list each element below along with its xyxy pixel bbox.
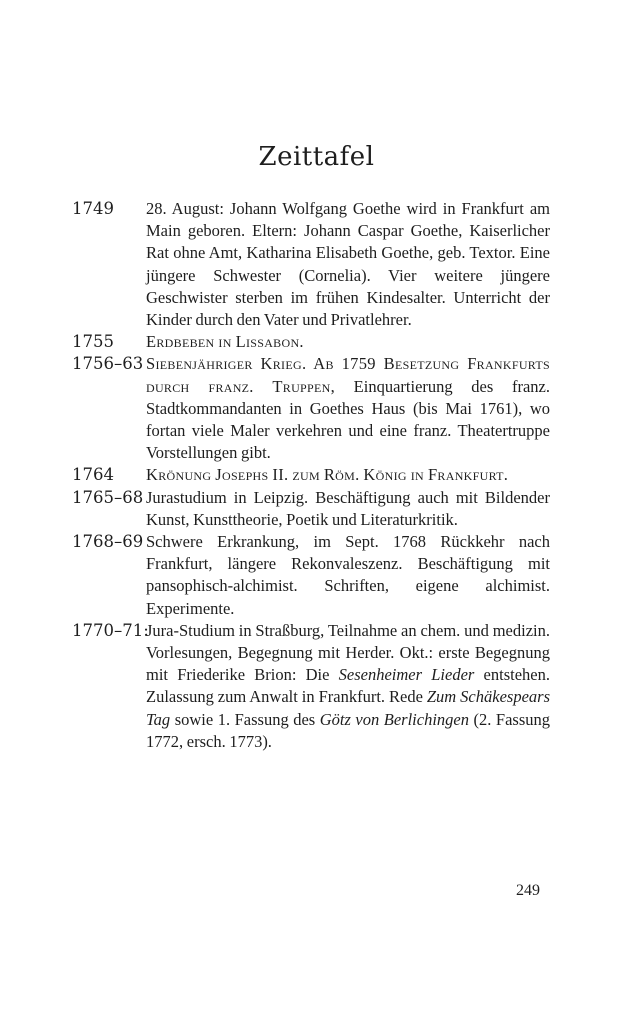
- page-number: 249: [516, 882, 540, 899]
- work-title: Götz von Berlichingen: [319, 709, 469, 729]
- entry-text-part: sowie 1. Fassung des: [170, 709, 320, 729]
- entry-year: 1756–63: [72, 354, 144, 374]
- entry-text: Jurastudium in Leipzig. Beschäftigung auch mit Bildender Kunst, Kunsttheorie, Poetik und Literaturkritik.: [146, 487, 550, 529]
- work-title: Zum Schäkespears Tag: [146, 687, 550, 729]
- entry-text: 28. August: Johann Wolfgang Goethe wird in Frankfurt am Main geboren. Eltern: Johann Caspar Goethe, Kaiserlicher Rat ohne Amt, Katharina Elisabeth Goethe, geb. Textor. Eine jüngere Schwester (Cornelia). Vier weitere jüngere Geschwister sterben im frühen Kindesalter. Unterricht der Kinder durch den Vater und Privatlehrer.: [146, 199, 550, 330]
- chronology-entry: [72, 198, 550, 331]
- entry-text: [146, 353, 550, 464]
- entry-text-smallcaps: Siebenjähriger Krieg. Ab 1759 Besetzung Frankfurts durch franz. Truppen,: [146, 354, 550, 396]
- entry-text-rest: Einquartierung des franz. Stadtkommandanten in Goethes Haus (bis Mai 1761), wo fortan viele Maler verkehren und eine franz. Theatertruppe Vorstellungen gibt.: [146, 376, 550, 463]
- chronology-entry: [72, 531, 550, 620]
- chronology-list: [72, 198, 550, 753]
- entry-text: Erdbeben in Lissabon.: [146, 332, 304, 352]
- entry-year: 1755: [72, 332, 114, 352]
- chronology-entry: [72, 331, 550, 353]
- entry-year: 1749: [72, 199, 114, 218]
- page-title: Zeittafel: [258, 142, 375, 172]
- entry-text-part: entstehen. Zulassung zum Anwalt in Frankfurt. Rede: [146, 665, 550, 707]
- chronology-entry: [72, 353, 550, 464]
- entry-year: 1764: [72, 465, 114, 485]
- chronology-entry: [72, 464, 550, 486]
- work-title: Sesenheimer Lieder: [338, 665, 475, 685]
- entry-year: 1768–69: [72, 532, 144, 552]
- chronology-entry: [72, 487, 550, 531]
- entry-text: Krönung Josephs II. zum Röm. König in Frankfurt.: [146, 465, 509, 485]
- entry-text-part: (2. Fassung 1772, ersch. 1773).: [146, 709, 551, 751]
- entry-year: 1770–71:: [72, 620, 149, 640]
- entry-text: Schwere Erkrankung, im Sept. 1768 Rückkehr nach Frankfurt, längere Rekonvaleszenz. Beschäftigung mit pansophisch-alchimist. Schriften, eigene alchimist. Experimente.: [146, 532, 550, 618]
- entry-text-part: Jura-Studium in Straßburg, Teilnahme an chem. und medizin. Vorlesungen, Begegnung mit Herder. Okt.: erste Begegnung mit Friederike Brion: Die: [146, 620, 550, 685]
- entry-year: 1765–68: [72, 487, 144, 507]
- chronology-entry: [72, 620, 550, 753]
- entry-text: [146, 620, 550, 753]
